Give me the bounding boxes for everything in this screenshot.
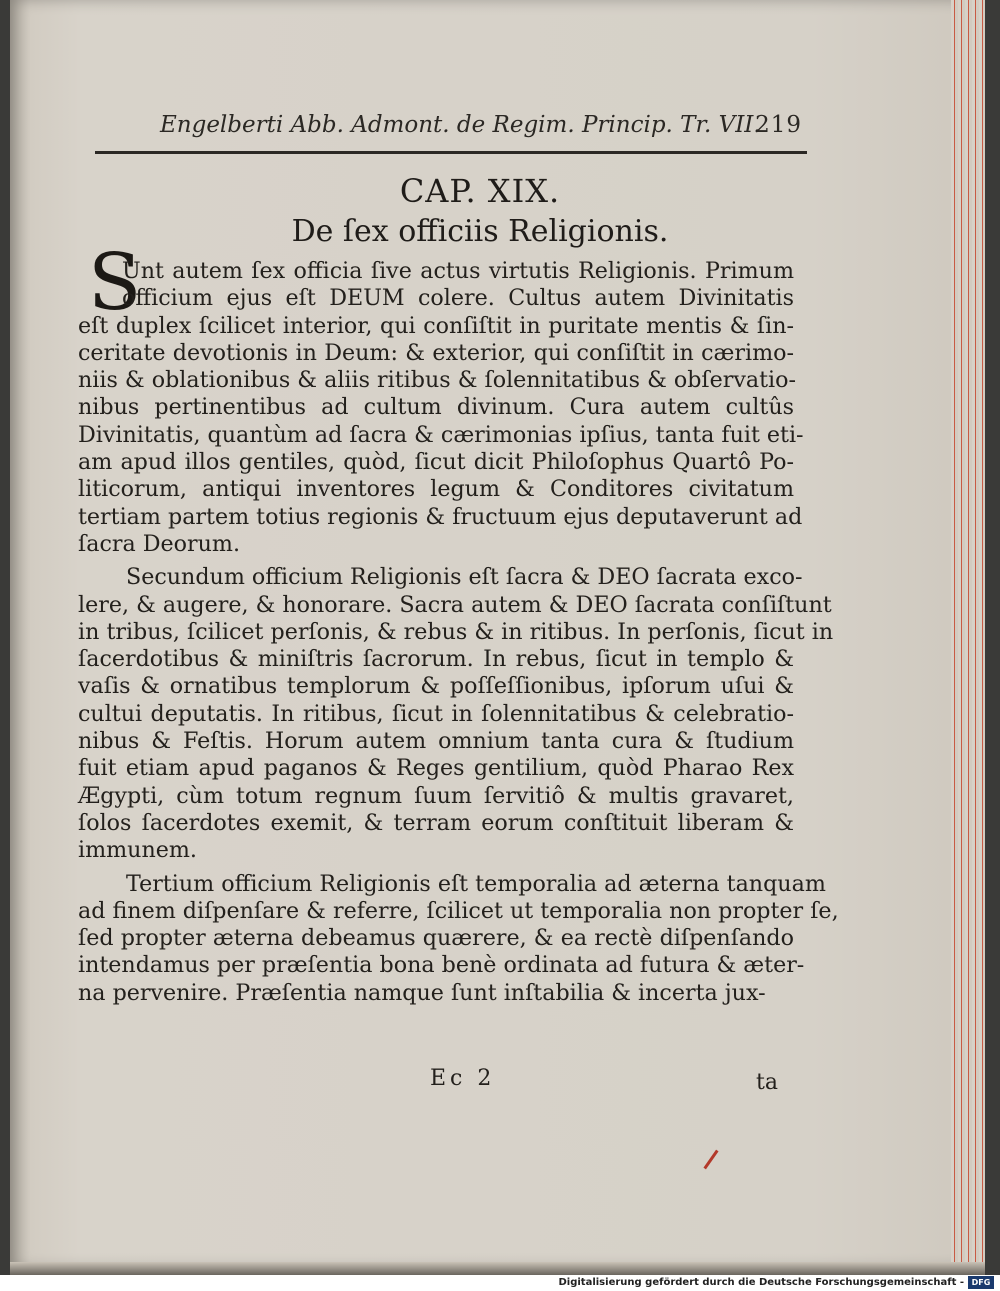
text-line: Ægypti, cùm totum regnum ſuum ſervitiô & multis gravaret, [78,782,794,809]
text-line: officium ejus eſt DEUM colere. Cultus autem Divinitatis [122,285,794,312]
signature-mark: Ec 2 [430,1066,496,1091]
paragraph-3 [78,870,839,1007]
page-bottom-edge [10,1262,985,1275]
running-header [160,112,800,148]
chapter-number: CAP. XIX. [399,172,561,210]
text-line: niis & oblationibus & aliis ritibus & ſolennitatibus & obſervatio- [78,367,797,394]
text-line: Secundum officium Religionis eſt ſacra & DEO ſacrata exco- [126,564,803,591]
text-line: in tribus, ſcilicet perſonis, & rebus & in ritibus. In perſonis, ſicut in [78,618,834,645]
text-line: ſolos ſacerdotes exemit, & terram eorum conſtituit liberam & [78,809,794,836]
chapter-title: De ſex officiis Religionis. [291,214,669,249]
text-line: liticorum, antiqui inventores legum & Conditores civitatum [78,476,794,503]
paragraph-2 [78,564,834,864]
digitization-footer [0,1275,1000,1291]
catchword: ta [756,1070,778,1095]
running-title: Engelberti Abb. Admont. de Regim. Princip. Tr. VII. [160,112,761,138]
dfg-logo: DFG [968,1276,994,1289]
text-line: cultui deputatis. In ritibus, ſicut in ſolennitatibus & celebratio- [78,700,794,727]
header-rule [95,151,807,154]
text-line: Divinitatis, quantùm ad ſacra & cærimonias ipſius, tanta fuit eti- [78,421,804,448]
text-line: na pervenire. Præſentia namque ſunt inſtabilia & incerta jux- [78,979,766,1006]
text-line: Tertium officium Religionis eſt temporalia ad æterna tanquam [126,870,826,897]
text-line: lere, & augere, & honorare. Sacra autem & DEO ſacrata conſiſtunt [78,591,832,618]
text-line: Unt autem ſex officia ſive actus virtutis Religionis. Primum [122,258,794,284]
text-line: ſacra Deorum. [78,530,241,557]
text-line: ceritate devotionis in Deum: & exterior, qui conſiſtit in cærimo- [78,339,794,366]
text-line: vaſis & ornatibus templorum & poſſeſſionibus, ipſorum uſui & [78,673,794,700]
footer-credit: Digitalisierung gefördert durch die Deutsche Forschungsgemeinschaft - [558,1277,964,1288]
text-line: nibus & Feſtis. Horum autem omnium tanta cura & ſtudium [78,728,794,755]
paragraph-1 [78,258,804,558]
text-line: nibus pertinentibus ad cultum divinum. Cura autem cultûs [78,394,794,421]
text-line: ad finem diſpenſare & referre, ſcilicet ut temporalia non propter ſe, [78,897,839,924]
text-line: immunem. [78,837,197,864]
body-text [78,258,839,1007]
text-line: ſacerdotibus & miniſtris ſacrorum. In rebus, ſicut in templo & [78,646,794,673]
page-number: 219 [755,112,802,138]
text-line: tertiam partem totius regionis & fructuum ejus deputaverunt ad [78,503,803,530]
text-line: am apud illos gentiles, quòd, ſicut dicit Philoſophus Quartô Po- [78,449,794,476]
text-line: ſed propter æterna debeamus quærere, & ea rectè diſpenſando [78,925,794,952]
text-line: fuit etiam apud paganos & Reges gentilium, quòd Pharao Rex [78,755,794,782]
drop-capital: S [88,238,142,328]
text-line: intendamus per præſentia bona benè ordinata ad futura & æter- [78,952,805,979]
text-line: eſt duplex ſcilicet interior, qui conſiſtit in puritate mentis & ſin- [78,312,794,339]
